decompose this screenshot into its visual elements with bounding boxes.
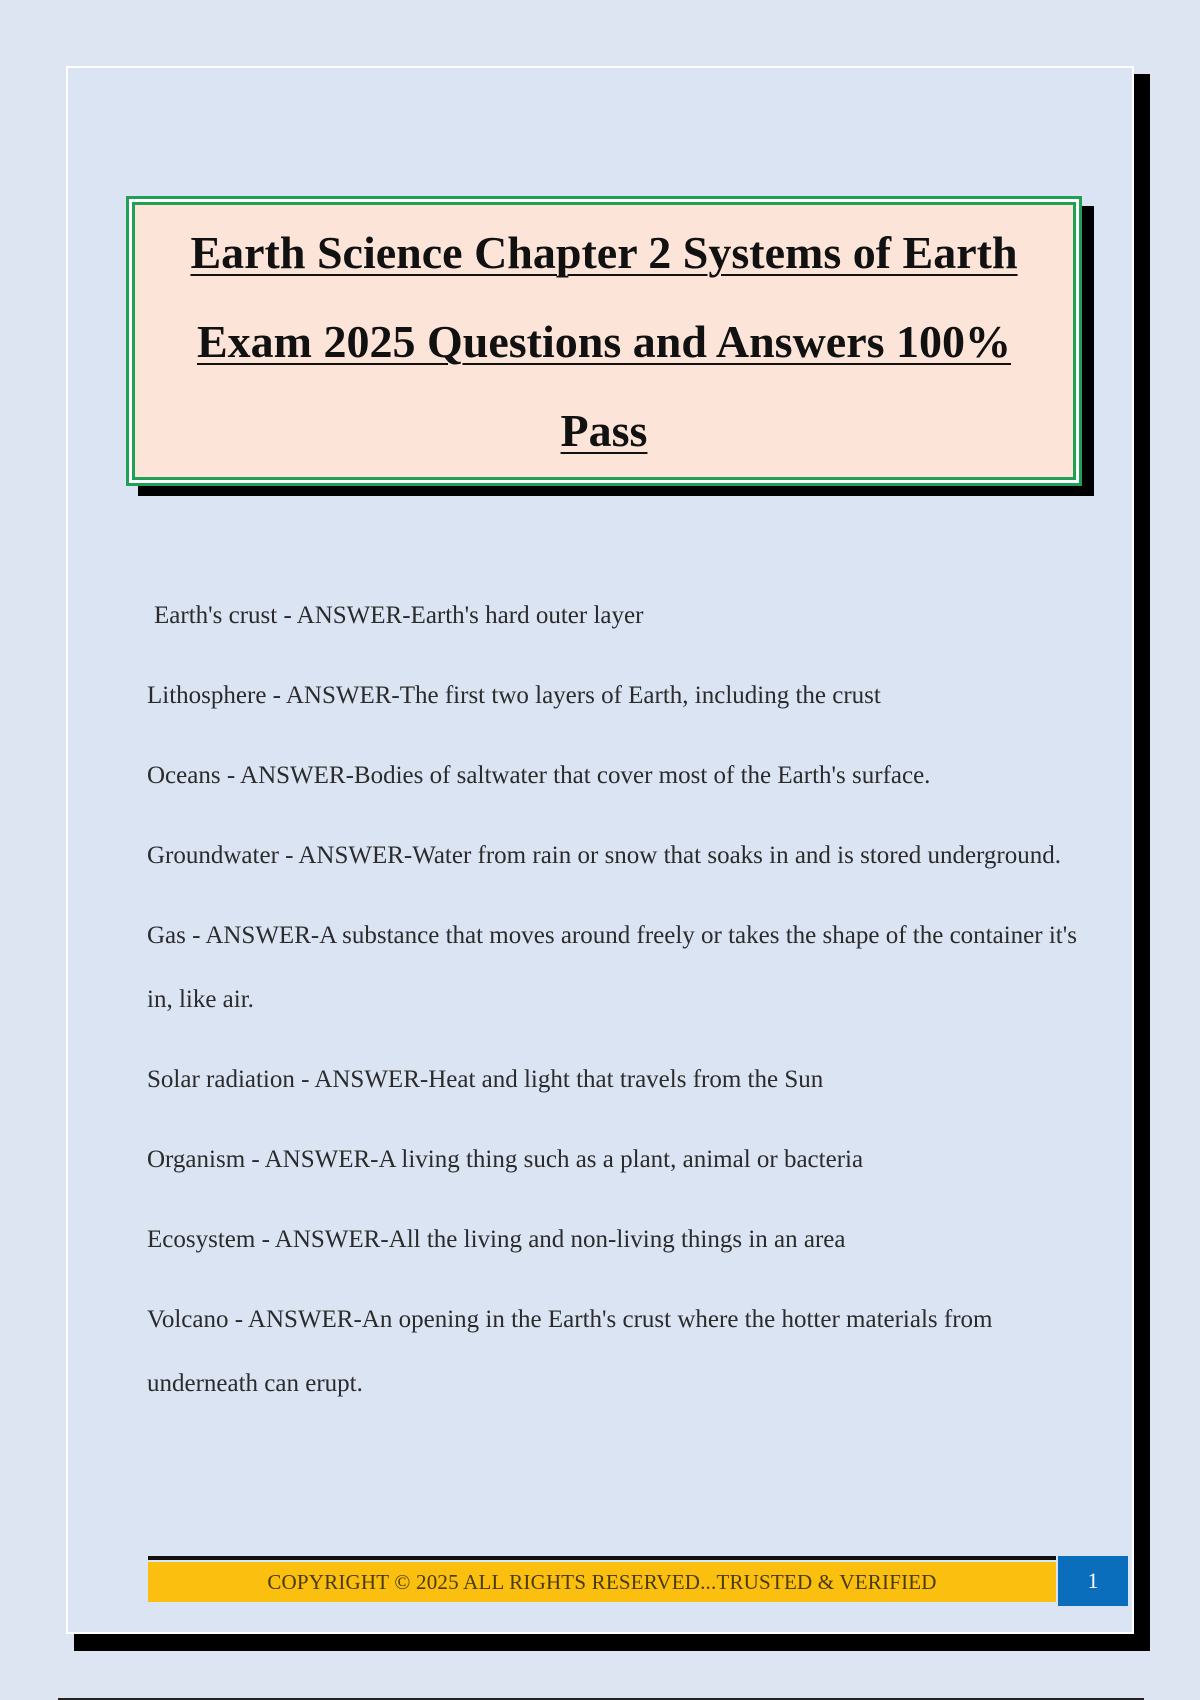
document-page bbox=[66, 66, 1134, 1634]
qa-item: Oceans - ANSWER-Bodies of saltwater that cover most of the Earth's surface. bbox=[147, 762, 931, 789]
qa-item: Earth's crust - ANSWER-Earth's hard outer layer bbox=[154, 602, 644, 629]
qa-item: Lithosphere - ANSWER-The first two layers of Earth, including the crust bbox=[147, 682, 881, 709]
qa-item: Groundwater - ANSWER-Water from rain or snow that soaks in and is stored underground. bbox=[147, 842, 1062, 869]
qa-item: Volcano - ANSWER-An opening in the Earth's crust where the hotter materials from underneath can erupt. bbox=[147, 1306, 993, 1397]
title-box bbox=[126, 196, 1082, 486]
qa-item: Ecosystem - ANSWER-All the living and non-living things in an area bbox=[147, 1226, 846, 1253]
footer-copyright-bar bbox=[148, 1562, 1056, 1602]
qa-list bbox=[147, 584, 1077, 1432]
qa-item: Solar radiation - ANSWER-Heat and light that travels from the Sun bbox=[147, 1066, 824, 1093]
qa-item: Organism - ANSWER-A living thing such as a plant, animal or bacteria bbox=[147, 1146, 864, 1173]
footer-divider bbox=[148, 1556, 1056, 1560]
qa-item: Gas - ANSWER-A substance that moves around freely or takes the shape of the container it's in, like air. bbox=[147, 922, 1077, 1013]
document-title: Earth Science Chapter 2 Systems of Earth Exam 2025 Questions and Answers 100% Pass bbox=[190, 226, 1018, 456]
copyright-text: COPYRIGHT © 2025 ALL RIGHTS RESERVED...TRUSTED & VERIFIED bbox=[267, 1569, 937, 1594]
page-number: 1 bbox=[1058, 1556, 1128, 1606]
